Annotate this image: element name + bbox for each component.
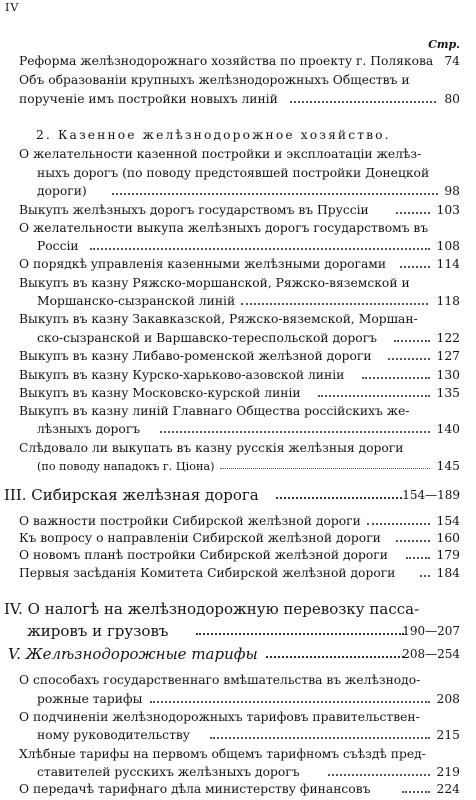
toc-entry xyxy=(0,146,476,163)
toc-entry-title: Моршанско-сызранской линій xyxy=(37,294,236,308)
toc-entry-title: Россіи xyxy=(37,239,79,253)
dot-leader xyxy=(318,394,430,397)
toc-entry-page: 184 xyxy=(436,566,460,580)
toc-entry-title: порученіе имъ постройки новыхъ линій xyxy=(19,92,278,106)
toc-entry xyxy=(0,220,476,237)
toc-entry xyxy=(0,72,476,89)
dot-leader xyxy=(196,632,404,635)
toc-entry-title: Выкупъ въ казну Закавказской, Ряжско-вяземской, Моршан- xyxy=(19,312,418,326)
toc-entry-page: 215 xyxy=(436,728,460,742)
toc-entry-title: Первыя засѣданія Комитета Сибирской желѣзной дороги xyxy=(19,566,396,580)
dot-leader xyxy=(420,574,430,577)
dot-leader xyxy=(367,522,430,525)
toc-entry-title: О передачѣ тарифнаго дѣла министерству финансовъ xyxy=(19,782,371,796)
toc-entry xyxy=(0,691,476,708)
toc-entry-page: 179 xyxy=(436,548,460,562)
toc-entry xyxy=(0,311,476,328)
toc-entry xyxy=(0,709,476,726)
toc-entry-title: Выкупъ въ казну Либаво-роменской желѣзной дороги xyxy=(19,349,372,363)
section-title: IV. О налогѣ на желѣзнодорожную перевозку пасса- xyxy=(4,600,420,618)
dot-leader xyxy=(396,211,430,214)
dot-leader xyxy=(400,265,430,268)
dot-leader xyxy=(396,539,430,542)
toc-entry-page: 103 xyxy=(436,203,460,217)
toc-entry-title: Хлѣбные тарифы на первомъ общемъ тарифномъ съѣздѣ пред- xyxy=(19,747,426,761)
dot-leader xyxy=(150,700,430,703)
toc-entry-title: Выкупъ въ казну Ряжско-моршанской, Ряжско-вяземской и xyxy=(19,276,410,290)
toc-entry xyxy=(0,91,476,108)
toc-entry-title: (по поводу нападокъ г. Ціона) xyxy=(37,460,215,473)
dot-leader xyxy=(362,376,430,379)
toc-entry-title: Выкупъ въ казну линій Главнаго Общества россійскихъ же- xyxy=(19,404,410,418)
toc-entry-title: Слѣдовало ли выкупать въ казну русскія желѣзныя дороги xyxy=(19,441,404,455)
toc-entry-page: 208 xyxy=(436,692,460,706)
dot-leader xyxy=(394,339,430,342)
toc-entry-page: 135 xyxy=(436,386,460,400)
toc-entry xyxy=(0,403,476,420)
toc-entry xyxy=(0,367,476,384)
toc-entry xyxy=(0,421,476,438)
dot-leader xyxy=(388,357,430,360)
toc-entry-page: 219 xyxy=(436,765,460,779)
dot-leader xyxy=(290,100,436,103)
toc-entry-title: Реформа желѣзнодорожнаго хозяйства по проекту г. Полякова xyxy=(19,54,434,68)
toc-entry xyxy=(0,547,476,564)
toc-entry-page: 114 xyxy=(436,257,460,271)
toc-entry-title: Выкупъ въ казну Курско-харьково-азовской линіи xyxy=(19,368,345,382)
toc-entry-page: 130 xyxy=(436,368,460,382)
toc-entry xyxy=(0,256,476,273)
toc-entry xyxy=(0,202,476,219)
section-pages: 208—254 xyxy=(402,647,460,661)
toc-entry-page: 108 xyxy=(436,239,460,253)
page-number: IV xyxy=(5,1,20,14)
toc-entry xyxy=(0,565,476,582)
toc-entry xyxy=(0,53,476,70)
toc-entry-title: ставителей русскихъ желѣзныхъ дорогъ xyxy=(37,765,300,779)
toc-entry-title: Выкупъ въ казну Московско-курской линіи xyxy=(19,386,301,400)
section-heading xyxy=(0,598,476,620)
dot-leader xyxy=(160,430,430,433)
toc-entry-title: ско-сызранской и Варшавско-тереспольской дорогъ xyxy=(37,331,377,345)
toc-entry-title: рожные тарифы xyxy=(37,692,143,706)
toc-entry xyxy=(0,348,476,365)
dot-leader xyxy=(112,192,438,195)
toc-entry xyxy=(0,165,476,182)
dot-leader xyxy=(220,467,430,469)
toc-entry xyxy=(0,440,476,457)
toc-entry-title: О желательности казенной постройки и эксплоатаціи желѣз- xyxy=(19,147,422,161)
dot-leader xyxy=(266,655,404,658)
toc-entry-page: 118 xyxy=(436,294,460,308)
toc-entry xyxy=(0,764,476,781)
dot-leader xyxy=(406,556,430,559)
toc-entry-title: О порядкѣ управленія казенными желѣзными дорогами xyxy=(19,257,387,271)
toc-entry-page: 74 xyxy=(444,54,460,68)
toc-entry-page: 98 xyxy=(444,184,460,198)
toc-entry-title: ному руководительству xyxy=(37,728,191,742)
toc-entry-title: О желательности выкупа желѣзныхъ дорогъ государствомъ въ xyxy=(19,221,429,235)
toc-entry xyxy=(0,385,476,402)
toc-entry-title: О новомъ планѣ постройки Сибирской желѣзной дороги xyxy=(19,548,388,562)
toc-entry xyxy=(0,330,476,347)
toc-entry xyxy=(0,238,476,255)
section-title: жировъ и грузовъ xyxy=(27,622,169,640)
toc-entry xyxy=(0,458,476,475)
toc-entry-title: дороги) xyxy=(37,184,87,198)
section-heading xyxy=(0,620,476,642)
subsection-heading xyxy=(0,127,476,144)
toc-entry-page: 127 xyxy=(436,349,460,363)
section-heading xyxy=(0,484,476,506)
toc-entry-page: 154 xyxy=(436,514,460,528)
toc-entry-title: лѣзныхъ дорогъ xyxy=(37,422,141,436)
section-title: III. Сибирская желѣзная дорога xyxy=(4,486,259,504)
toc-entry-page: 140 xyxy=(436,422,460,436)
toc-entry-page: 80 xyxy=(444,92,460,106)
toc-entry xyxy=(0,781,476,798)
dot-leader xyxy=(328,773,430,776)
toc-entry-page: 122 xyxy=(436,331,460,345)
section-heading xyxy=(0,643,476,665)
dot-leader xyxy=(90,247,430,250)
section-title: V. Желѣзнодорожные тарифы xyxy=(8,645,258,663)
toc-entry-title: Объ образованіи крупныхъ желѣзнодорожныхъ Обществъ и xyxy=(19,73,410,87)
toc-entry xyxy=(0,513,476,530)
toc-entry-page: 224 xyxy=(436,782,460,796)
dot-leader xyxy=(210,736,430,739)
toc-entry-title: ныхъ дорогъ (по поводу предстоявшей постройки Донецкой xyxy=(37,166,430,180)
toc-entry xyxy=(0,183,476,200)
toc-entry-title: О подчиненіи желѣзнодорожныхъ тарифовъ правительствен- xyxy=(19,710,420,724)
page-column-header: Стр. xyxy=(428,38,460,51)
toc-entry-page: 160 xyxy=(436,531,460,545)
toc-entry-title: Къ вопросу о направленіи Сибирской желѣзной дороги xyxy=(19,531,381,545)
toc-entry-page: 145 xyxy=(436,459,460,473)
dot-leader xyxy=(241,302,428,305)
toc-entry xyxy=(0,672,476,689)
toc-entry-title: Выкупъ желѣзныхъ дорогъ государствомъ въ Пруссіи xyxy=(19,203,369,217)
toc-entry xyxy=(0,727,476,744)
toc-entry xyxy=(0,530,476,547)
toc-entry-title: О способахъ государственнаго вмѣшательства въ желѣзнодо- xyxy=(19,673,421,687)
dot-leader xyxy=(402,790,430,793)
subsection-title: 2. Казенное желѣзнодорожное хозяйство. xyxy=(36,128,391,142)
toc-entry xyxy=(0,293,476,310)
toc-entry-title: О важности постройки Сибирской желѣзной дороги xyxy=(19,514,361,528)
toc-entry xyxy=(0,275,476,292)
toc-entry xyxy=(0,746,476,763)
section-pages: 154—189 xyxy=(402,488,460,502)
section-pages: 190—207 xyxy=(402,624,460,638)
dot-leader xyxy=(276,496,402,499)
